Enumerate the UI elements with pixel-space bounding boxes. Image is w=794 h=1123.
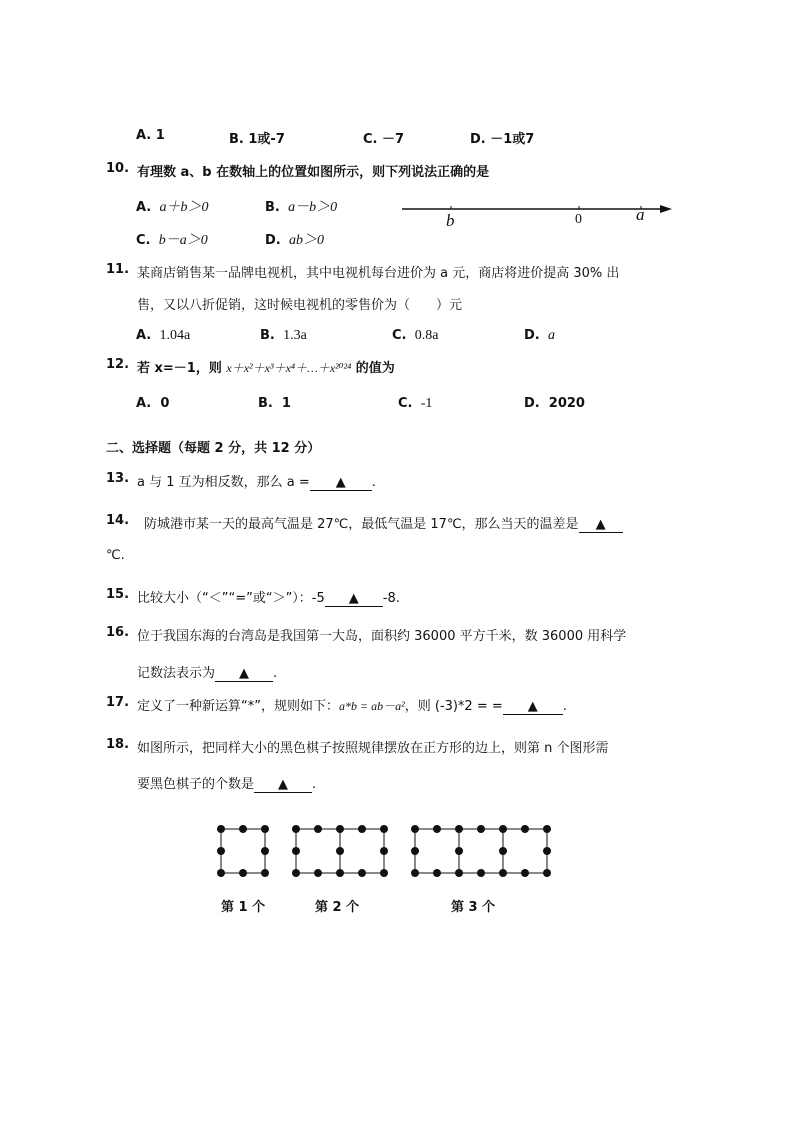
chess-piece: [499, 869, 507, 877]
q12-stem-pre: 若 x=－1，则: [137, 361, 227, 376]
q11-option-a-letter: A.: [136, 328, 152, 343]
q11-option-b: [260, 328, 307, 344]
q17-number: 17.: [106, 695, 130, 710]
q10-option-b-letter: B.: [265, 200, 280, 215]
q11-number: 11.: [106, 262, 130, 277]
q10-option-a-text: a＋b＞0: [159, 200, 209, 215]
figure-outline: [296, 829, 384, 873]
q16-line2: [137, 662, 277, 682]
q9-option-d: [470, 128, 534, 147]
q10-option-b: [265, 196, 337, 216]
q12-option-b: [258, 396, 291, 411]
chess-piece: [314, 825, 322, 833]
chess-piece: [455, 847, 463, 855]
q13-number: 13.: [106, 471, 130, 486]
q11-line2: 售，又以八折促销，这时候电视机的零售价为（ ）元: [137, 298, 463, 313]
answer-triangle: ▲: [278, 777, 289, 792]
q11-option-b-letter: B.: [260, 328, 275, 343]
q12-option-c-text: -1: [420, 396, 433, 411]
chess-piece: [292, 825, 300, 833]
chess-piece: [477, 869, 485, 877]
q16-number: 16.: [106, 625, 130, 640]
chess-piece: [261, 847, 269, 855]
q10-stem: 有理数 a、b 在数轴上的位置如图所示，则下列说法正确的是: [137, 165, 490, 180]
answer-triangle: ▲: [595, 517, 606, 532]
axis-label-zero: 0: [575, 212, 582, 227]
figure-2: [292, 825, 388, 877]
chess-piece: [336, 825, 344, 833]
q18-answer-blank[interactable]: [254, 778, 312, 793]
chess-piece: [543, 869, 551, 877]
number-line-arrow: [660, 205, 672, 213]
q10-option-c-letter: C.: [136, 233, 151, 248]
chess-piece: [411, 847, 419, 855]
q16-answer-blank[interactable]: [215, 667, 273, 682]
q15-answer-blank[interactable]: [325, 592, 383, 607]
chess-piece: [217, 869, 225, 877]
q13-pre: a 与 1 互为相反数，那么 a =: [137, 475, 310, 490]
chess-piece: [380, 869, 388, 877]
q12-expression: x＋x²＋x³＋x⁴＋…＋x²⁰²⁴: [226, 361, 352, 375]
q18-pre: 要黑色棋子的个数是: [137, 777, 255, 792]
q12-option-d: [524, 396, 585, 411]
q13-answer-blank[interactable]: [310, 476, 372, 491]
figure-2-label: 第 2 个: [315, 900, 360, 915]
q16-pre: 记数法表示为: [137, 666, 216, 681]
q17-answer-blank[interactable]: [503, 700, 563, 715]
q12-option-d-text: 2020: [548, 396, 585, 411]
q18-line1: 如图所示，把同样大小的黑色棋子按照规律摆放在正方形的边上，则第 n 个图形需: [137, 741, 609, 756]
q10-option-a: [136, 196, 209, 216]
q15-pre: 比较大小（“＜”“=”或“＞”）：-5: [137, 591, 325, 606]
q9-option-c: [363, 128, 404, 147]
chess-piece: [380, 825, 388, 833]
figure-outline: [221, 829, 265, 873]
chess-piece: [358, 869, 366, 877]
q17-pre: 定义了一种新运算“*”，规则如下：: [137, 699, 339, 714]
q11-option-b-text: 1.3a: [283, 328, 307, 343]
chess-piece: [455, 825, 463, 833]
q15-text: [137, 587, 400, 607]
q10-option-d: [265, 229, 324, 249]
q9-option-d-text: －1或7: [490, 132, 535, 147]
q11-option-d-letter: D.: [524, 328, 540, 343]
q11-option-c-text: 0.8a: [414, 328, 439, 343]
q12-stem: [137, 357, 395, 376]
chess-piece: [314, 869, 322, 877]
chess-piece: [336, 869, 344, 877]
q12-option-d-letter: D.: [524, 396, 540, 411]
chess-piece: [477, 825, 485, 833]
q12-option-c-letter: C.: [398, 396, 413, 411]
q10-option-d-letter: D.: [265, 233, 281, 248]
q18-line2: [137, 773, 316, 793]
chess-piece: [217, 825, 225, 833]
q9-option-a-text: 1: [155, 128, 165, 143]
chess-piece: [239, 869, 247, 877]
q14-post: ℃.: [106, 548, 125, 563]
figure-1: [217, 825, 269, 877]
answer-triangle: ▲: [335, 475, 346, 490]
figure-3-label: 第 3 个: [451, 900, 496, 915]
q17-mid: ，则 (-3)*2 = =: [404, 699, 503, 714]
q11-option-d-text: a: [548, 328, 555, 343]
figure-outline: [415, 829, 547, 873]
q12-option-a: [136, 396, 169, 411]
chess-piece: [239, 825, 247, 833]
q9-option-d-letter: D.: [470, 132, 486, 147]
axis-label-b: b: [446, 211, 455, 230]
q10-number: 10.: [106, 161, 130, 176]
q10-option-d-text: ab＞0: [289, 233, 324, 248]
chess-piece: [292, 869, 300, 877]
q10-option-c: [136, 229, 208, 249]
q12-option-c: [398, 396, 432, 412]
figure-3: [411, 825, 551, 877]
q11-line1: 某商店销售某一品牌电视机，其中电视机每台进价为 a 元，商店将进价提高 30% 出: [137, 266, 620, 281]
chess-piece: [411, 825, 419, 833]
q13-post: .: [371, 475, 376, 490]
q11-option-c-letter: C.: [392, 328, 407, 343]
chess-piece: [455, 869, 463, 877]
q14-pre: 防城港市某一天的最高气温是 27℃，最低气温是 17℃，那么当天的温差是: [144, 517, 579, 532]
q12-option-b-letter: B.: [258, 396, 273, 411]
q11-option-a: [136, 328, 190, 344]
chess-piece: [543, 825, 551, 833]
answer-triangle: ▲: [348, 591, 359, 606]
chess-piece: [336, 847, 344, 855]
chess-piece: [261, 869, 269, 877]
q17-text: [137, 695, 567, 715]
q9-option-b-text: 1或-7: [248, 132, 285, 147]
chess-piece: [499, 847, 507, 855]
chess-piece: [499, 825, 507, 833]
q17-rule: a*b = ab－a²: [338, 699, 405, 713]
q12-stem-post: 的值为: [351, 361, 395, 376]
q10-option-b-text: a－b＞0: [288, 200, 338, 215]
chess-piece: [543, 847, 551, 855]
q9-option-c-text: －7: [382, 132, 405, 147]
q14-number: 14.: [106, 513, 130, 528]
q11-option-a-text: 1.04a: [159, 328, 191, 343]
chess-piece: [433, 869, 441, 877]
chess-piece: [521, 869, 529, 877]
q9-option-b: [229, 128, 285, 147]
q15-number: 15.: [106, 587, 130, 602]
answer-triangle: ▲: [239, 666, 250, 681]
q12-number: 12.: [106, 357, 130, 372]
answer-triangle: ▲: [527, 699, 538, 714]
section-2-title: 二、选择题（每题 2 分，共 12 分）: [106, 441, 321, 456]
q12-option-a-letter: A.: [136, 396, 152, 411]
q10-option-a-letter: A.: [136, 200, 152, 215]
chess-piece: [411, 869, 419, 877]
q9-option-a-letter: A.: [136, 128, 152, 143]
chess-piece: [292, 847, 300, 855]
q15-post: -8.: [382, 591, 400, 606]
chess-piece: [433, 825, 441, 833]
chess-piece: [217, 847, 225, 855]
q18-number: 18.: [106, 737, 130, 752]
chess-piece: [358, 825, 366, 833]
q10-option-c-text: b－a＞0: [158, 233, 208, 248]
q16-post: .: [273, 666, 278, 681]
q18-post: .: [312, 777, 317, 792]
q14-answer-blank[interactable]: [579, 518, 623, 533]
q17-post: .: [562, 699, 567, 714]
chess-piece: [261, 825, 269, 833]
q13-text: [137, 471, 376, 491]
figure-1-label: 第 1 个: [221, 900, 266, 915]
q12-option-b-text: 1: [281, 396, 291, 411]
q9-option-b-letter: B.: [229, 132, 244, 147]
chess-piece: [521, 825, 529, 833]
q11-option-c: [392, 328, 438, 344]
q16-line1: 位于我国东海的台湾岛是我国第一大岛，面积约 36000 平方千米，数 36000 用科学: [137, 629, 627, 644]
axis-label-a: a: [636, 205, 645, 224]
q11-option-d: [524, 328, 555, 344]
q9-option-c-letter: C.: [363, 132, 378, 147]
q14-text: [144, 513, 623, 533]
q9-option-a: [136, 128, 165, 143]
q12-option-a-text: 0: [160, 396, 170, 411]
chess-piece: [380, 847, 388, 855]
